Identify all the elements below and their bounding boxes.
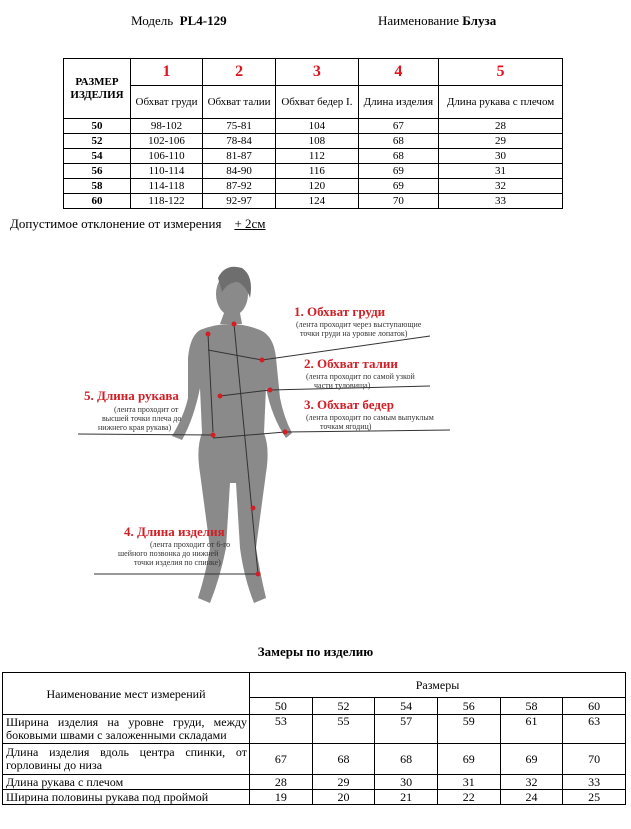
tolerance-value: + 2см [234,216,266,231]
value-cell: 25 [563,790,626,805]
value-cell: 31 [437,775,500,790]
svg-text:(лента проходит от 6-го: (лента проходит от 6-го [150,540,231,549]
size-column-header: 50 [250,698,313,715]
svg-text:4. Длина изделия: 4. Длина изделия [124,524,225,539]
value-cell: 124 [276,194,358,209]
svg-text:1. Обхват груди: 1. Обхват груди [294,304,386,319]
measurement-label: Длина изделия вдоль центра спинки, от горловины до низа [3,744,250,775]
value-cell: 70 [358,194,438,209]
table-row [3,775,626,790]
svg-text:части туловища): части туловища) [314,381,371,390]
value-cell: 67 [250,744,313,775]
value-cell: 32 [500,775,563,790]
size-corner-header: РАЗМЕР ИЗДЕЛИЯ [64,59,131,119]
size-chart-table [63,58,563,209]
value-cell: 69 [358,179,438,194]
value-cell: 67 [358,119,438,134]
value-cell: 68 [358,134,438,149]
value-cell: 55 [312,715,375,744]
value-cell: 28 [439,119,563,134]
svg-text:2. Обхват талии: 2. Обхват талии [304,356,398,371]
size-cell: 52 [64,134,131,149]
svg-text:высшей точки плеча до: высшей точки плеча до [102,414,182,423]
value-cell: 84-90 [202,164,275,179]
callout-waist [304,356,415,390]
tolerance-note [10,216,266,232]
column-number-1: 1 [131,59,203,86]
model-line [131,13,227,29]
size-column-header: 58 [500,698,563,715]
callout-garment-length [118,524,230,567]
svg-text:точки изделия по спинке): точки изделия по спинке) [134,558,221,567]
value-cell: 87-92 [202,179,275,194]
value-cell: 30 [375,775,438,790]
name-line [378,13,496,29]
column-header-length: Длина изделия [358,86,438,119]
sizes-header: Размеры [250,673,626,698]
table-row [3,744,626,775]
value-cell: 98-102 [131,119,203,134]
value-cell: 78-84 [202,134,275,149]
svg-text:(лента проходит от: (лента проходит от [114,405,179,414]
callout-chest [294,304,422,338]
column-number-2: 2 [202,59,275,86]
value-cell: 24 [500,790,563,805]
svg-text:точкам ягодиц): точкам ягодиц) [320,422,372,431]
value-cell: 81-87 [202,149,275,164]
value-cell: 68 [358,149,438,164]
name-value: Блуза [462,13,497,28]
svg-text:3. Обхват бедер: 3. Обхват бедер [304,397,394,412]
value-cell: 69 [358,164,438,179]
value-cell: 75-81 [202,119,275,134]
value-cell: 33 [563,775,626,790]
value-cell: 53 [250,715,313,744]
tolerance-text: Допустимое отклонение от измерения [10,216,222,231]
svg-text:5. Длина рукава: 5. Длина рукава [84,388,179,403]
value-cell: 20 [312,790,375,805]
value-cell: 59 [437,715,500,744]
name-label: Наименование [378,13,459,28]
table-row [64,194,563,209]
value-cell: 118-122 [131,194,203,209]
table-row [64,164,563,179]
value-cell: 108 [276,134,358,149]
column-header-chest: Обхват груди [131,86,203,119]
column-number-5: 5 [439,59,563,86]
column-header-waist: Обхват талии [202,86,275,119]
value-cell: 69 [500,744,563,775]
value-cell: 70 [563,744,626,775]
value-cell: 68 [375,744,438,775]
column-number-3: 3 [276,59,358,86]
table-row [64,179,563,194]
value-cell: 30 [439,149,563,164]
svg-text:(лента проходит по самой узкой: (лента проходит по самой узкой [306,372,415,381]
size-cell: 58 [64,179,131,194]
svg-text:шейного позвонка до нижней: шейного позвонка до нижней [118,549,219,558]
svg-text:нижнего края рукава): нижнего края рукава) [98,423,172,432]
column-header-hips: Обхват бедер I. [276,86,358,119]
table-row [3,715,626,744]
value-cell: 21 [375,790,438,805]
value-cell: 69 [437,744,500,775]
size-cell: 60 [64,194,131,209]
value-cell: 110-114 [131,164,203,179]
size-cell: 50 [64,119,131,134]
sleeve-leader [78,434,213,435]
table-row [64,149,563,164]
value-cell: 92-97 [202,194,275,209]
size-cell: 54 [64,149,131,164]
value-cell: 29 [439,134,563,149]
value-cell: 116 [276,164,358,179]
value-cell: 68 [312,744,375,775]
value-cell: 63 [563,715,626,744]
model-label: Модель [131,13,174,28]
size-column-header: 52 [312,698,375,715]
size-cell: 56 [64,164,131,179]
model-value: PL4-129 [179,13,227,28]
value-cell: 32 [439,179,563,194]
size-column-header: 56 [437,698,500,715]
value-cell: 57 [375,715,438,744]
value-cell: 104 [276,119,358,134]
value-cell: 106-110 [131,149,203,164]
measurement-corner-header: Наименование мест измерений [3,673,250,715]
value-cell: 19 [250,790,313,805]
table-row [64,134,563,149]
value-cell: 114-118 [131,179,203,194]
measurement-label: Ширина изделия на уровне груди, между боковыми швами с заложенными складами [3,715,250,744]
value-cell: 102-106 [131,134,203,149]
svg-text:точки груди на уровне лопаток): точки груди на уровне лопаток) [300,329,408,338]
value-cell: 28 [250,775,313,790]
table-row [64,119,563,134]
measurement-label: Длина рукава с плечом [3,775,250,790]
body-measurement-figure [60,258,480,618]
svg-text:(лента проходит по самым выпук: (лента проходит по самым выпуклым [306,413,434,422]
value-cell: 33 [439,194,563,209]
value-cell: 31 [439,164,563,179]
svg-text:(лента проходит через выступаю: (лента проходит через выступающие [296,320,422,329]
callout-sleeve-length [84,388,181,432]
value-cell: 22 [437,790,500,805]
size-column-header: 54 [375,698,438,715]
callout-hips [304,397,434,431]
product-measurements-table [2,672,626,805]
table-row [3,790,626,805]
measurements-title: Замеры по изделию [257,644,374,659]
value-cell: 112 [276,149,358,164]
measurement-label: Ширина половины рукава под проймой [3,790,250,805]
value-cell: 120 [276,179,358,194]
column-number-4: 4 [358,59,438,86]
size-column-header: 60 [563,698,626,715]
column-header-sleeve: Длина рукава с плечом [439,86,563,119]
value-cell: 61 [500,715,563,744]
value-cell: 29 [312,775,375,790]
